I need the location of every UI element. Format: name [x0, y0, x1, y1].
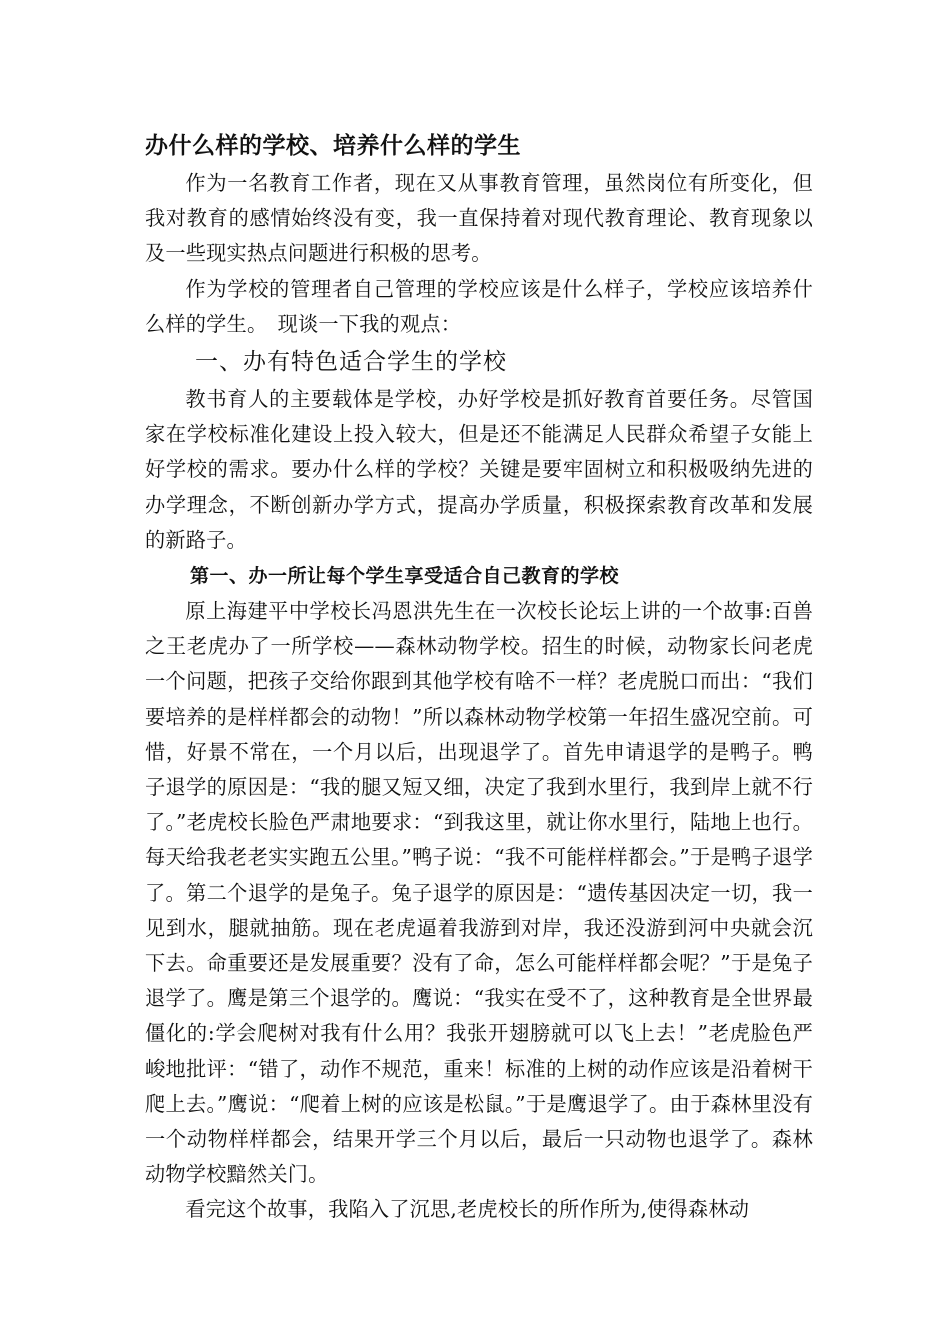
document-title: 办什么样的学校、培养什么样的学生 — [145, 133, 521, 159]
document-body — [145, 128, 813, 1228]
story-paragraph: 原上海建平中学校长冯恩洪先生在一次校长论坛上讲的一个故事:百兽之王老虎办了一所学校——森林动物学校。招生的时候，动物家长问老虎一个问题，把孩子交给你跟到其他学校有啥不一样？老虎脱口而出：“我们要培养的是样样都会的动物！”所以森林动物学校第一年招生盛况空前。可惜，好景不常在，一个月以后，出现退学了。首先申请退学的是鸭子。鸭子退学的原因是：“我的腿又短又细，决定了我到水里行，我到岸上就不行了。”老虎校长脸色严肃地要求：“到我这里，就让你水里行，陆地上也行。每天给我老老实实跑五公里。”鸭子说：“我不可能样样都会。”于是鸭子退学了。第二个退学的是兔子。兔子退学的原因是：“遗传基因决定一切，我一见到水，腿就抽筋。现在老虎逼着我游到对岸，我还没游到河中央就会沉下去。命重要还是发展重要？没有了命，怎么可能样样都会呢？”于是兔子退学了。鹰是第三个退学的。鹰说：“我实在受不了，这种教育是全世界最僵化的:学会爬树对我有什么用？我张开翅膀就可以飞上去！”老虎脸色严峻地批评：“错了，动作不规范，重来！标准的上树的动作应该是沿着树干爬上去。”鹰说：“爬着上树的应该是松鼠。”于是鹰退学了。由于森林里没有一个动物样样都会，结果开学三个月以后，最后一只动物也退学了。森林动物学校黯然关门。 — [145, 599, 813, 1187]
closing-paragraph: 看完这个故事，我陷入了沉思,老虎校长的所作所为,使得森林动 — [185, 1197, 750, 1222]
section-heading-1: 一、办有特色适合学生的学校 — [195, 349, 507, 376]
section-1-paragraph: 教书育人的主要载体是学校，办好学校是抓好教育首要任务。尽管国家在学校标准化建设上投入较大，但是还不能满足人民群众希望子女能上好学校的需求。要办什么样的学校？关键是要牢固树立和积极吸纳先进的办学理念，不断创新办学方式，提高办学质量，积极探索教育改革和发展的新路子。 — [145, 387, 813, 552]
intro-paragraph-2: 作为学校的管理者自己管理的学校应该是什么样子，学校应该培养什么样的学生。 现谈一下我的观点： — [145, 276, 813, 336]
intro-paragraph-1: 作为一名教育工作者，现在又从事教育管理，虽然岗位有所变化，但我对教育的感情始终没有变，我一直保持着对现代教育理论、教育现象以及一些现实热点问题进行积极的思考。 — [145, 171, 813, 266]
subsection-heading-1: 第一、办一所让每个学生享受适合自己教育的学校 — [190, 565, 620, 588]
